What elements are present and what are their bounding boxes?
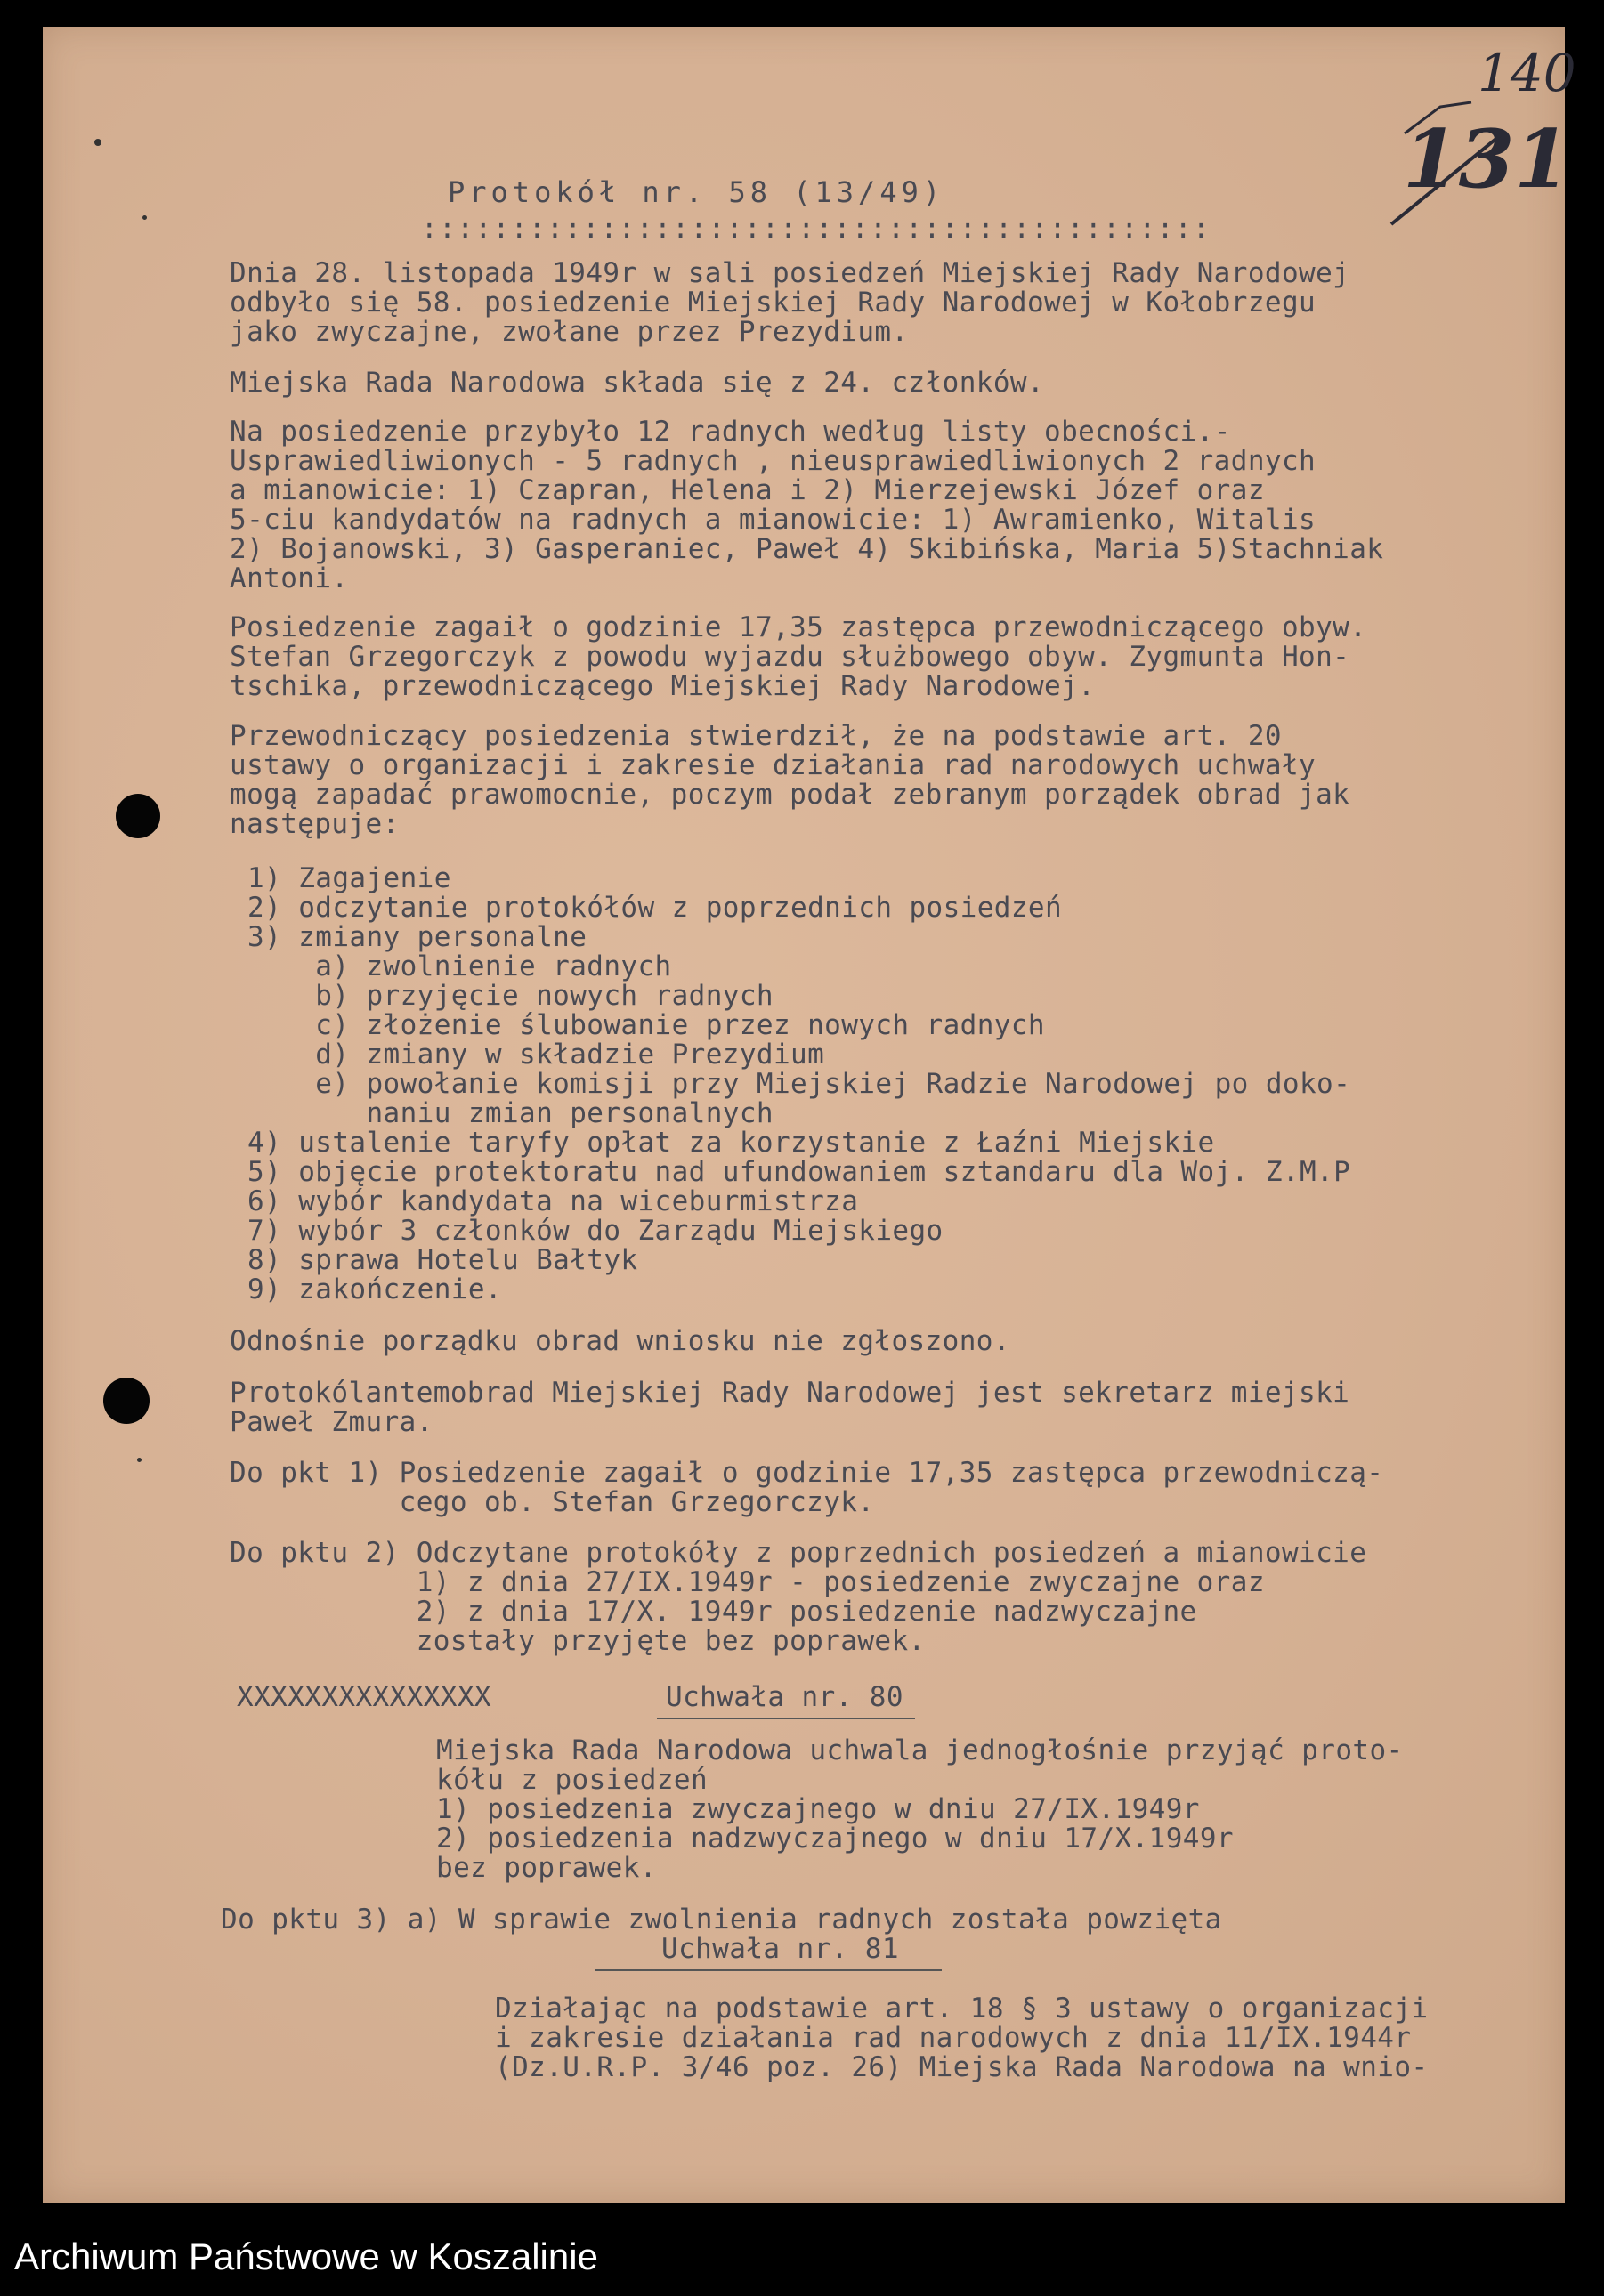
text-line: 1) z dnia 27/IX.1949r - posiedzenie zwyczajne oraz: [230, 1566, 1265, 1598]
text-line: następuje:: [230, 808, 400, 840]
agenda-item: naniu zmian personalnych: [247, 1097, 774, 1129]
text-line: Dnia 28. listopada 1949r w sali posiedzeń Miejskiej Rady Narodowej: [230, 257, 1350, 289]
text-line: 2) z dnia 17/X. 1949r posiedzenie nadzwyczajne: [230, 1596, 1197, 1628]
resolution-80-underline: [657, 1718, 915, 1719]
resolution-text-line: Działając na podstawie art. 18 § 3 ustawy o organizacji: [495, 1993, 1429, 2025]
struck-out-text: XXXXXXXXXXXXXXX: [237, 1681, 491, 1713]
text-line: Paweł Zmura.: [230, 1406, 433, 1438]
agenda-item: 4) ustalenie taryfy opłat za korzystanie z Łaźni Miejskie: [247, 1127, 1215, 1159]
agenda-item: b) przyjęcie nowych radnych: [247, 980, 774, 1012]
document-title: Protokół nr. 58 (13/49): [448, 175, 945, 209]
text-line: jako zwyczajne, zwołane przez Prezydium.: [230, 316, 909, 348]
agenda-item: 6) wybór kandydata na wiceburmistrza: [247, 1185, 859, 1217]
text-line: tschika, przewodniczącego Miejskiej Rady Narodowej.: [230, 670, 1096, 702]
agenda-item: 1) Zagajenie: [247, 862, 451, 894]
agenda-item: a) zwolnienie radnych: [247, 950, 672, 982]
resolution-text-line: 2) posiedzenia nadzwyczajnego w dniu 17/X.1949r: [436, 1823, 1234, 1855]
agenda-item: 7) wybór 3 członków do Zarządu Miejskiego: [247, 1215, 944, 1247]
agenda-item: 3) zmiany personalne: [247, 921, 587, 953]
archive-footer: [0, 2216, 1604, 2296]
text-line: Odnośnie porządku obrad wniosku nie zgłoszono.: [230, 1325, 1010, 1357]
paper-speck: [94, 139, 101, 146]
text-line: 2) Bojanowski, 3) Gasperaniec, Paweł 4) Skibińska, Maria 5)Stachniak: [230, 533, 1384, 565]
resolution-81-underline: [595, 1969, 942, 1971]
text-line: Antoni.: [230, 562, 349, 594]
text-line: zostały przyjęte bez poprawek.: [230, 1625, 926, 1657]
resolution-text-line: (Dz.U.R.P. 3/46 poz. 26) Miejska Rada Narodowa na wnio-: [495, 2051, 1429, 2083]
agenda-item: d) zmiany w składzie Prezydium: [247, 1039, 825, 1071]
text-line: odbyło się 58. posiedzenie Miejskiej Rady Narodowej w Kołobrzegu: [230, 287, 1316, 319]
text-line: 5-ciu kandydatów na radnych a mianowicie: 1) Awramienko, Witalis: [230, 504, 1316, 536]
punch-hole-lower: [103, 1378, 150, 1424]
text-line: Przewodniczący posiedzenia stwierdził, że na podstawie art. 20: [230, 720, 1282, 752]
resolution-text-line: 1) posiedzenia zwyczajnego w dniu 27/IX.1949r: [436, 1793, 1200, 1825]
text-line: ustawy o organizacji i zakresie działania rad narodowych uchwały: [230, 749, 1316, 781]
agenda-item: 2) odczytanie protokółów z poprzednich posiedzeń: [247, 892, 1063, 924]
text-line: cego ob. Stefan Grzegorczyk.: [230, 1486, 875, 1518]
text-line: Posiedzenie zagaił o godzinie 17,35 zastępca przewodniczącego obyw.: [230, 611, 1367, 643]
paper-speck: [142, 215, 147, 220]
resolution-text-line: kółu z posiedzeń: [436, 1764, 709, 1796]
agenda-item: e) powołanie komisji przy Miejskiej Radzie Narodowej po doko-: [247, 1068, 1351, 1100]
text-line: Do pktu 3) a) W sprawie zwolnienia radnych została powzięta: [221, 1904, 1222, 1936]
agenda-item: 8) sprawa Hotelu Bałtyk: [247, 1244, 638, 1276]
title-underline: ::::::::::::::::::::::::::::::::::::::::::::: [421, 213, 1211, 245]
text-line: Usprawiedliwionych - 5 radnych , nieusprawiedliwionych 2 radnych: [230, 445, 1316, 477]
text-line: a mianowicie: 1) Czapran, Helena i 2) Mierzejewski Józef oraz: [230, 474, 1265, 506]
punch-hole-upper: [116, 794, 160, 838]
agenda-item: c) złożenie ślubowanie przez nowych radnych: [247, 1009, 1045, 1041]
text-line: Na posiedzenie przybyło 12 radnych według listy obecności.-: [230, 416, 1231, 448]
strike-mark: [1387, 98, 1511, 231]
page-number-crossed-out: 131: [1403, 112, 1570, 206]
text-line: mogą zapadać prawomocnie, poczym podał zebranym porządek obrad jak: [230, 779, 1350, 811]
resolution-81-heading: Uchwała nr. 81: [661, 1933, 899, 1965]
resolution-text-line: i zakresie działania rad narodowych z dnia 11/IX.1944r: [495, 2022, 1412, 2054]
resolution-text-line: Miejska Rada Narodowa uchwala jednogłośnie przyjąć proto-: [436, 1734, 1404, 1766]
document-page: [43, 27, 1576, 2203]
resolution-80-heading: Uchwała nr. 80: [666, 1681, 903, 1713]
text-line: Stefan Grzegorczyk z powodu wyjazdu służbowego obyw. Zygmunta Hon-: [230, 641, 1350, 673]
agenda-item: 5) objęcie protektoratu nad ufundowaniem sztandaru dla Woj. Z.M.P: [247, 1156, 1351, 1188]
page-number-handwritten: 140: [1478, 43, 1576, 103]
archive-name: Archiwum Państwowe w Koszalinie: [14, 2235, 598, 2277]
paper-speck: [137, 1458, 142, 1462]
resolution-text-line: bez poprawek.: [436, 1852, 657, 1884]
agenda-item: 9) zakończenie.: [247, 1273, 502, 1306]
text-line: Protokólantemobrad Miejskiej Rady Narodowej jest sekretarz miejski: [230, 1377, 1350, 1409]
text-line: Do pktu 2) Odczytane protokóły z poprzednich posiedzeń a mianowicie: [230, 1537, 1367, 1569]
text-line: Do pkt 1) Posiedzenie zagaił o godzinie 17,35 zastępca przewodniczą-: [230, 1457, 1384, 1489]
text-line: Miejska Rada Narodowa składa się z 24. członków.: [230, 367, 1045, 399]
